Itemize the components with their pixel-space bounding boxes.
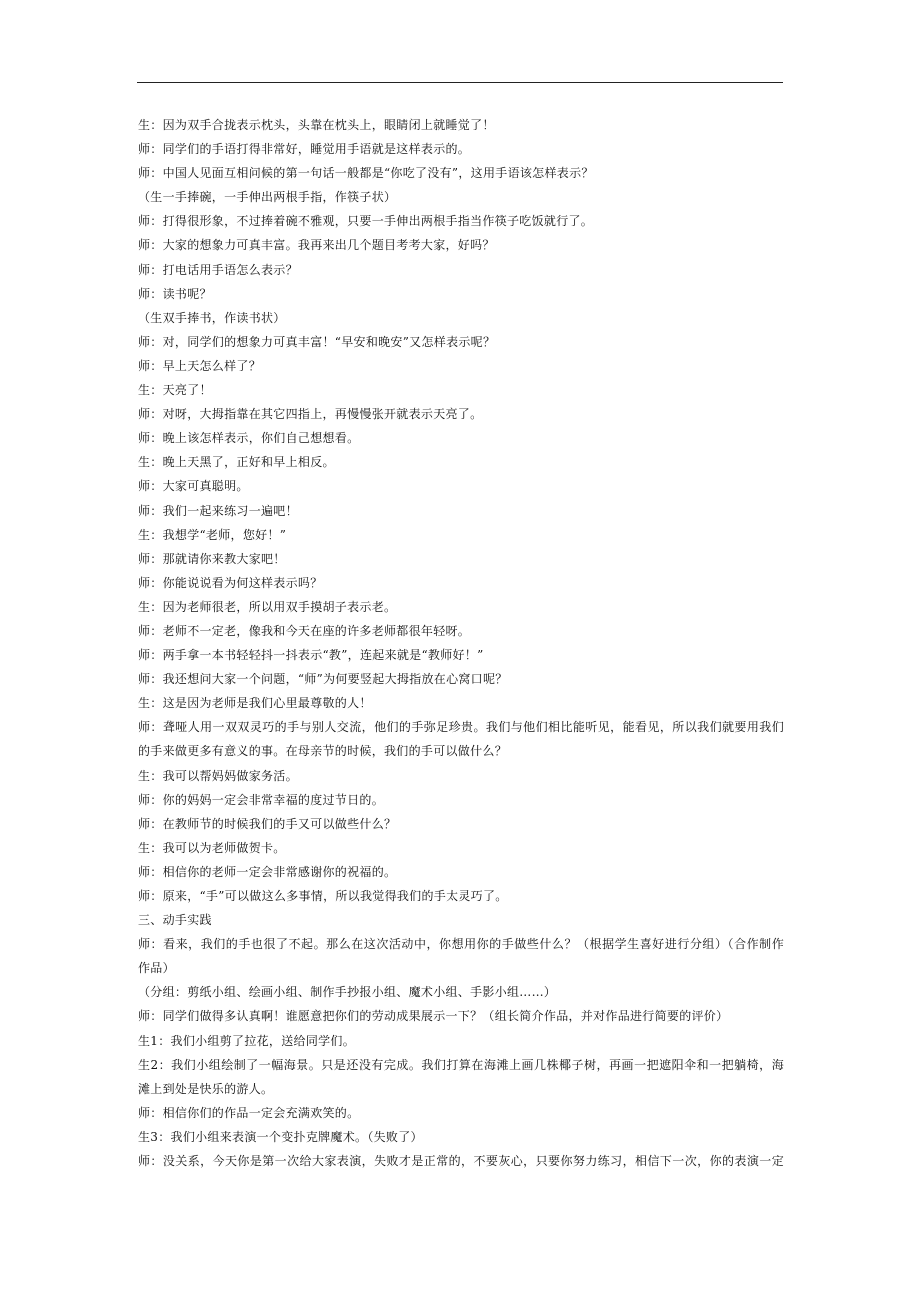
text-line: 生：我想学“老师，您好！”	[138, 527, 287, 542]
text-line: 师：那就请你来教大家吧！	[138, 551, 286, 566]
text-line: （生双手捧书，作读书状）	[138, 310, 286, 325]
text-line: 生1：我们小组剪了拉花，送给同学们。	[138, 1033, 356, 1048]
text-line: 师：大家可真聪明。	[138, 479, 249, 494]
text-line: 师：同学们的手语打得非常好，睡觉用手语就是这样表示的。	[138, 142, 471, 157]
text-line: 生3：我们小组来表演一个变扑克牌魔术。（失败了）	[138, 1129, 423, 1144]
text-line: 生：晚上天黑了，正好和早上相反。	[138, 455, 335, 470]
text-line: 师：没关系，今天你是第一次给大家表演，失败才是正常的，不要灰心，只要你努力练习，相信下一次，你的表演一定	[138, 1154, 784, 1169]
text-line: 师：同学们做得多认真啊！谁愿意把你们的劳动成果展示一下？（组长简介作品，并对作品进行简要的评价）	[138, 1009, 729, 1024]
text-line: 师：你能说说看为何这样表示吗？	[138, 575, 323, 590]
text-line: 的手来做更多有意义的事。在母亲节的时候，我们的手可以做什么？	[138, 744, 508, 759]
text-line: 生：天亮了！	[138, 383, 212, 398]
text-line: 师：在教师节的时候我们的手又可以做些什么？	[138, 816, 397, 831]
text-line: 师：相信你们的作品一定会充满欢笑的。	[138, 1105, 360, 1120]
section-heading: 三、动手实践	[138, 913, 212, 928]
text-line: 生：我可以帮妈妈做家务活。	[138, 768, 298, 783]
text-line: 生：这是因为老师是我们心里最尊敬的人！	[138, 696, 372, 711]
header-rule	[137, 82, 783, 83]
text-line: 师：老师不一定老，像我和今天在座的许多老师都很年轻呀。	[138, 623, 471, 638]
text-line: 作品）	[138, 961, 175, 976]
text-line: 滩上到处是快乐的游人。	[138, 1081, 274, 1096]
text-line: 师：大家的想象力可真丰富。我再来出几个题目考考大家，好吗？	[138, 238, 495, 253]
text-line: 师：看来，我们的手也很了不起。那么在这次活动中，你想用你的手做些什么？（根据学生喜好进行分组）（合作制作	[138, 937, 784, 952]
text-line: 师：对，同学们的想象力可真丰富！“早安和晚安”又怎样表示呢？	[138, 334, 496, 349]
text-line: 师：打得很形象，不过捧着碗不雅观，只要一手伸出两根手指当作筷子吃饭就行了。	[138, 214, 594, 229]
document-body	[138, 113, 784, 1173]
text-line: 师：我们一起来练习一遍吧！	[138, 503, 298, 518]
text-line: 师：相信你的老师一定会非常感谢你的祝福的。	[138, 864, 397, 879]
text-line: （分组：剪纸小组、绘画小组、制作手抄报小组、魔术小组、手影小组……）	[138, 985, 557, 1000]
text-line: 师：原来，“手”可以做这么多事情，所以我觉得我们的手太灵巧了。	[138, 889, 508, 903]
text-line: 师：你的妈妈一定会非常幸福的度过节日的。	[138, 792, 385, 807]
text-line: 生：因为双手合拢表示枕头，头靠在枕头上，眼睛闭上就睡觉了！	[138, 118, 495, 132]
text-line: 师：打电话用手语怎么表示？	[138, 262, 298, 277]
text-line: 师：早上天怎么样了？	[138, 358, 262, 373]
text-line: 师：晚上该怎样表示，你们自己想想看。	[138, 431, 360, 446]
text-line: 生2：我们小组绘制了一幅海景。只是还没有完成。我们打算在海滩上画几株椰子树，再画一把遮阳伞和一把躺椅，海	[138, 1057, 784, 1072]
text-line: 师：两手拿一本书轻轻抖一抖表示“教”，连起来就是“教师好！”	[138, 648, 484, 663]
text-line: 师：中国人见面互相问候的第一句话一般都是“你吃了没有”，这用手语该怎样表示？	[138, 166, 594, 181]
text-line: 师：聋哑人用一双双灵巧的手与别人交流，他们的手弥足珍贵。我们与他们相比能听见，能看见，所以我们就要用我们	[138, 720, 784, 735]
text-line: 生：因为老师很老，所以用双手摸胡子表示老。	[138, 599, 397, 614]
text-line: 生：我可以为老师做贺卡。	[138, 840, 286, 855]
text-line: （生一手捧碗，一手伸出两根手指，作筷子状）	[138, 190, 397, 205]
text-line: 师：我还想问大家一个问题，“师”为何要竖起大拇指放在心窝口呢？	[138, 672, 508, 687]
text-line: 师：对呀，大拇指靠在其它四指上，再慢慢张开就表示天亮了。	[138, 407, 483, 422]
text-line: 师：读书呢？	[138, 286, 212, 301]
